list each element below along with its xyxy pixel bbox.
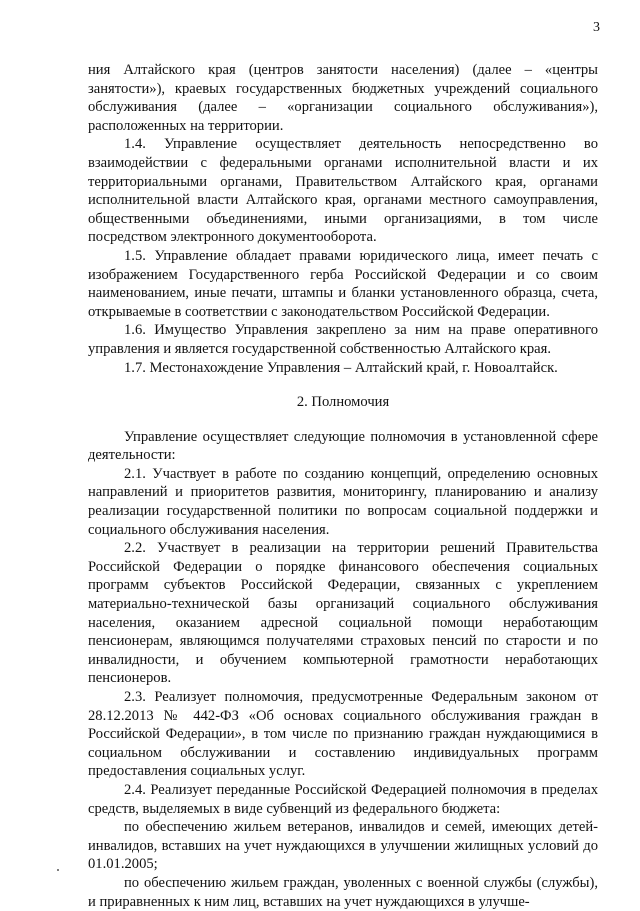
- paragraph-intro: Управление осуществляет следующие полномочия в установленной сфере деятельности:: [88, 428, 598, 464]
- paragraph-2-1: 2.1. Участвует в работе по созданию концепций, определению основных направлений и приоритетов развития, мониторингу, планированию и анализу реализации государственной политики по вопросам социальной поддержки и социального обслуживания населения.: [88, 465, 598, 538]
- paragraph-2-4-item-1: по обеспечению жильем ветеранов, инвалидов и семей, имеющих детей-инвалидов, вставших на учет нуждающихся в улучшении жилищных условий до 01.01.2005;: [88, 819, 598, 873]
- paragraph-2-3: 2.3. Реализует полномочия, предусмотренные Федеральным законом от 28.12.2013 № 442-ФЗ «Об основах социального обслуживания граждан в Российской Федерации», в том числе по признанию граждан нуждающимися в социальном обслуживании и составлению индивидуальных программ предоставления социальных услуг.: [88, 689, 598, 780]
- paragraph-1-5: 1.5. Управление обладает правами юридического лица, имеет печать с изображением Государственного герба Российской Федерации и со своим наименованием, иные печати, штампы и бланки установленного образца, счета, открываемые в соответствии с законодательством Российской Федерации.: [88, 247, 598, 320]
- document-body: [88, 61, 598, 911]
- paragraph-1-6: 1.6. Имущество Управления закреплено за ним на праве оперативного управления и является государственной собственностью Алтайского края.: [88, 322, 598, 357]
- paragraph-2-4: 2.4. Реализует переданные Российской Федерацией полномочия в пределах средств, выделяемых в виде субвенций из федерального бюджета:: [88, 781, 598, 817]
- paragraph-2-2: 2.2. Участвует в реализации на территории решений Правительства Российской Федерации о порядке финансового обеспечения социальных программ субъектов Российской Федерации, связанных с укреплением материально-технической базы организаций социального обслуживания населения, оказанием адресной социальной помощи неработающим пенсионерам, являющимся получателями страховых пенсий по старости и по инвалидности, и обучением компьютерной грамотности неработающих пенсионеров.: [88, 540, 598, 687]
- page-number: 3: [593, 20, 600, 35]
- section-heading: 2. Полномочия: [296, 394, 390, 411]
- paragraph-continuation: ния Алтайского края (центров занятости населения) (далее – «центры занятости»), краевых государственных бюджетных учреждений социального обслуживания (далее – «организации социального обслуживания»), расположенных на территории.: [88, 62, 598, 134]
- paragraph-2-4-item-2: по обеспечению жильем граждан, уволенных с военной службы (службы), и приравненных к ним лиц, вставших на учет нуждающихся в улучше-: [88, 874, 598, 910]
- paragraph-1-7: 1.7. Местонахождение Управления – Алтайский край, г. Новоалтайск.: [124, 359, 558, 376]
- paragraph-1-4: 1.4. Управление осуществляет деятельность непосредственно во взаимодействии с федеральными органами исполнительной власти и их территориальными органами, Правительством Алтайского края, органами исполнительной власти Алтайского края, органами местного самоуправления, общественными объединениями, иными организациями, в том числе посредством электронного документооборота.: [88, 136, 598, 246]
- scan-speck: [57, 869, 59, 871]
